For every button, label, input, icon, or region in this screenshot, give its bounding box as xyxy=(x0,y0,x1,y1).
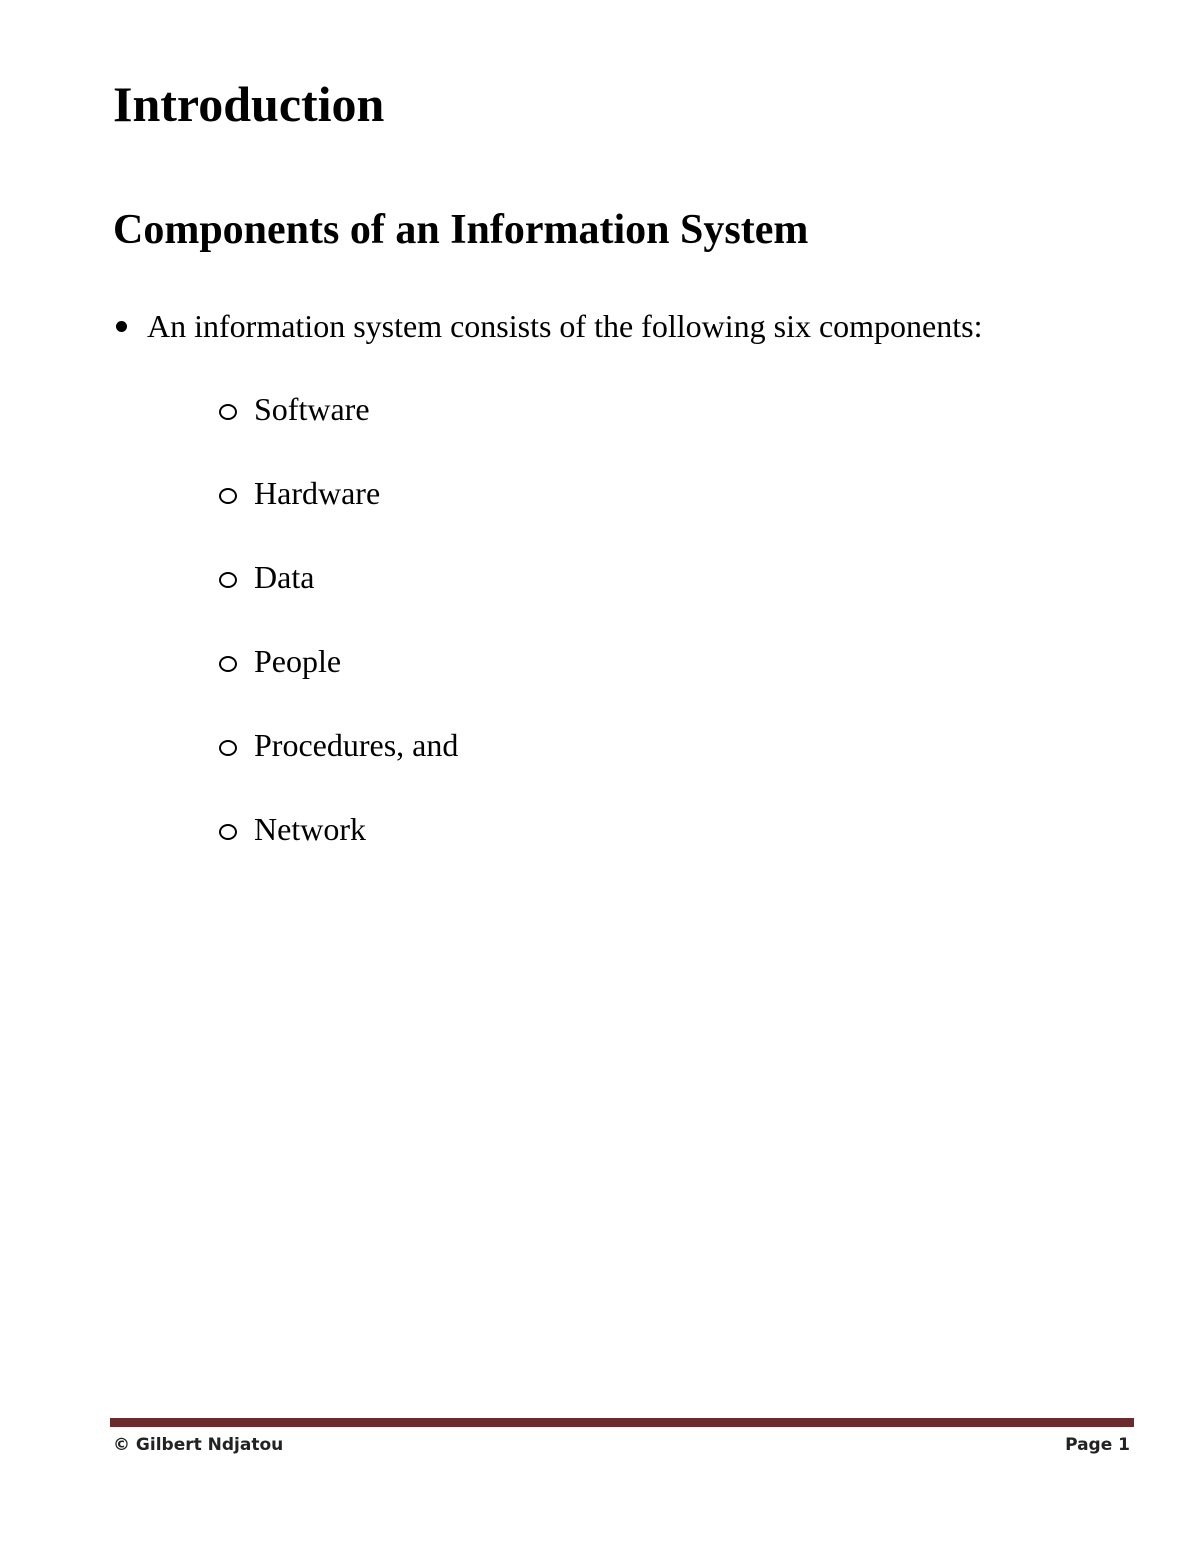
page-title: Introduction xyxy=(113,76,385,132)
component-label: Procedures, and xyxy=(254,727,459,763)
footer-divider xyxy=(110,1418,1134,1427)
list-item xyxy=(219,387,458,431)
section-heading: Components of an Information System xyxy=(113,207,809,253)
hollow-circle-icon xyxy=(219,572,237,588)
component-label: Hardware xyxy=(254,475,381,511)
bullet-item xyxy=(113,304,982,348)
list-item xyxy=(219,723,458,767)
bullet-dot-icon xyxy=(116,321,127,332)
component-label: Data xyxy=(254,559,315,595)
footer-page-number: Page 1 xyxy=(1065,1435,1130,1455)
component-label: Software xyxy=(254,391,370,427)
hollow-circle-icon xyxy=(219,404,237,420)
footer-author: © Gilbert Ndjatou xyxy=(113,1435,284,1455)
components-list xyxy=(219,387,458,891)
component-label: Network xyxy=(254,811,366,847)
list-item xyxy=(219,471,458,515)
component-label: People xyxy=(254,643,342,679)
hollow-circle-icon xyxy=(219,488,237,504)
list-item xyxy=(219,807,458,851)
hollow-circle-icon xyxy=(219,656,237,672)
hollow-circle-icon xyxy=(219,740,237,756)
list-item xyxy=(219,639,458,683)
bullet-text: An information system consists of the following six components: xyxy=(147,308,983,344)
hollow-circle-icon xyxy=(219,824,237,840)
list-item xyxy=(219,555,458,599)
